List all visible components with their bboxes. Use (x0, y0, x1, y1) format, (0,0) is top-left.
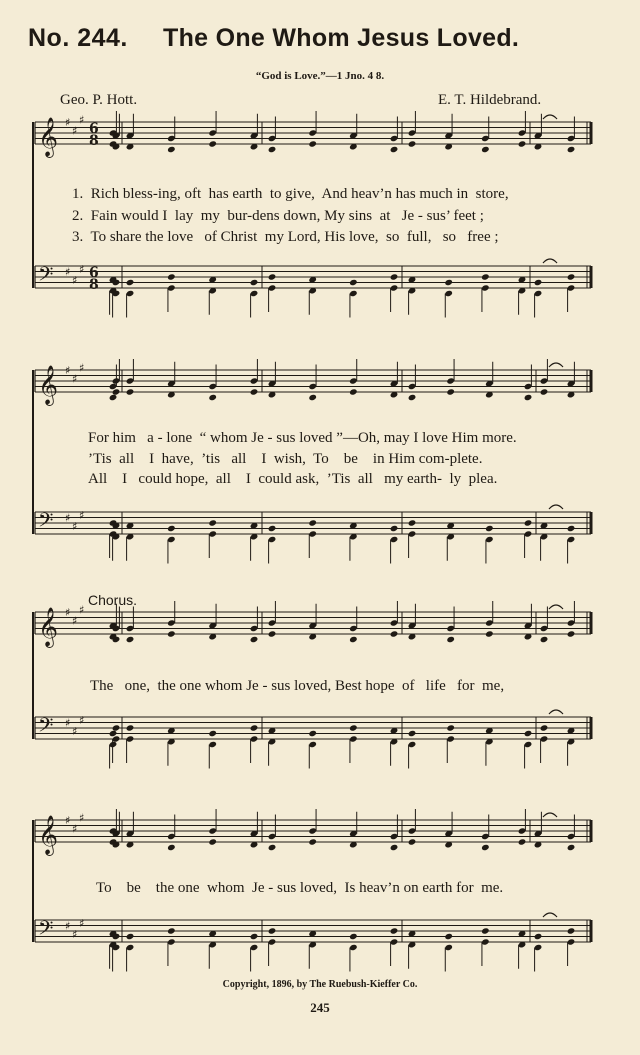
bass-clef-icon: 𝄢 (38, 916, 54, 945)
notehead (518, 838, 527, 845)
notehead (268, 525, 277, 532)
notehead (390, 525, 399, 532)
notehead (540, 388, 549, 395)
scripture-epigraph: “God is Love.”—1 Jno. 4 8. (255, 70, 385, 82)
notehead (126, 388, 135, 395)
sharp-icon: ♯ (72, 614, 78, 628)
notehead (444, 279, 453, 286)
notehead (534, 279, 543, 286)
notehead (524, 730, 533, 737)
notehead (567, 146, 576, 153)
notehead (390, 927, 399, 934)
notehead (518, 140, 527, 147)
notehead (485, 630, 494, 637)
notehead (390, 273, 399, 280)
notehead (349, 388, 358, 395)
notehead (126, 933, 135, 940)
time-signature-numerator: 6 (89, 265, 99, 281)
sharp-icon: ♯ (72, 519, 78, 533)
notehead (208, 730, 217, 737)
notehead (390, 844, 399, 851)
sharp-icon: ♯ (79, 361, 85, 375)
notehead (308, 140, 317, 147)
treble-clef-icon: 𝄞 (38, 815, 59, 855)
notehead (126, 279, 135, 286)
notehead (567, 927, 576, 934)
fermata-icon (543, 813, 557, 817)
notehead (208, 838, 217, 845)
notehead (408, 838, 417, 845)
sharp-icon: ♯ (65, 919, 71, 933)
notehead (540, 724, 549, 731)
notehead (308, 838, 317, 845)
sharp-icon: ♯ (65, 511, 71, 525)
lyric-verse-3-line-1: 3. To share the love of Christ my Lord, His love, so full, so free ; (72, 229, 499, 245)
sharp-icon: ♯ (65, 364, 71, 377)
notehead (446, 724, 455, 731)
notehead (390, 146, 399, 153)
notehead (444, 933, 453, 940)
notehead (349, 933, 358, 940)
bass-clef-icon: 𝄢 (38, 508, 54, 537)
notehead (268, 146, 277, 153)
sharp-icon: ♯ (79, 713, 85, 727)
sharp-icon: ♯ (72, 822, 78, 836)
notehead (268, 273, 277, 280)
notehead (250, 279, 259, 286)
notehead (268, 630, 277, 637)
sharp-icon: ♯ (65, 716, 71, 730)
sharp-icon: ♯ (65, 265, 71, 279)
notehead (524, 519, 533, 526)
time-signature-denominator: 8 (89, 277, 99, 293)
notehead (408, 730, 417, 737)
treble-clef-icon: 𝄞 (38, 365, 59, 405)
notehead (167, 927, 176, 934)
notehead (408, 140, 417, 147)
treble-clef-icon: 𝄞 (38, 117, 59, 157)
sharp-icon: ♯ (65, 606, 71, 619)
sharp-icon: ♯ (79, 603, 85, 617)
chorus-label: Chorus. (88, 592, 138, 608)
lyric-verse-3-line-2: All I could hope, all I could ask, ’Tis all my earth- ly plea. (88, 471, 498, 487)
notehead (208, 140, 217, 147)
notehead (167, 844, 176, 851)
sharp-icon: ♯ (79, 916, 85, 930)
composer-credit: E. T. Hildebrand. (438, 92, 542, 108)
notehead (524, 394, 533, 401)
notehead (481, 927, 490, 934)
notehead (250, 724, 259, 731)
lyric-chorus-line-1: The one, the one whom Je - sus loved, Best hope of life for me, (90, 678, 505, 694)
notehead (250, 933, 259, 940)
notehead (109, 394, 118, 401)
notehead (250, 388, 259, 395)
notehead (308, 394, 317, 401)
notehead (126, 636, 135, 643)
sharp-icon: ♯ (79, 811, 85, 825)
sharp-icon: ♯ (79, 113, 85, 127)
notehead (567, 844, 576, 851)
notehead (167, 630, 176, 637)
bass-clef-icon: 𝄢 (38, 713, 54, 742)
notehead (567, 630, 576, 637)
fermata-icon (549, 605, 563, 609)
lyric-verse-2-line-1: 2. Fain would I lay my bur-dens down, My sins at Je - sus’ feet ; (72, 208, 484, 224)
notehead (167, 146, 176, 153)
notehead (481, 844, 490, 851)
hymn-title: The One Whom Jesus Loved. (163, 24, 520, 52)
notehead (540, 636, 549, 643)
copyright-notice: Copyright, 1896, by The Ruebush-Kieffer Co. (222, 979, 418, 990)
page-number: 245 (310, 1000, 330, 1015)
notehead (446, 388, 455, 395)
sharp-icon: ♯ (65, 116, 71, 129)
sharp-icon: ♯ (65, 814, 71, 827)
sharp-icon: ♯ (72, 927, 78, 941)
notehead (408, 519, 417, 526)
notehead (308, 730, 317, 737)
notehead (268, 927, 277, 934)
notehead (208, 519, 217, 526)
treble-clef-icon: 𝄞 (38, 607, 59, 647)
fermata-icon (549, 505, 563, 509)
notehead (349, 724, 358, 731)
notehead (567, 525, 576, 532)
fermata-icon (549, 363, 563, 367)
sharp-icon: ♯ (79, 262, 85, 276)
sharp-icon: ♯ (72, 273, 78, 287)
sharp-icon: ♯ (72, 124, 78, 138)
notehead (481, 273, 490, 280)
sharp-icon: ♯ (72, 372, 78, 386)
notehead (567, 273, 576, 280)
notehead (167, 525, 176, 532)
time-signature-numerator: 6 (89, 121, 99, 137)
notehead (112, 388, 121, 395)
lyric-verse-1-line-2: For him a - lone “ whom Je - sus loved ”—Oh, may I love Him more. (88, 430, 517, 446)
sharp-icon: ♯ (72, 724, 78, 738)
notehead (112, 724, 121, 731)
notehead (208, 394, 217, 401)
notehead (250, 636, 259, 643)
fermata-icon (549, 710, 563, 714)
notehead (481, 146, 490, 153)
notehead (446, 636, 455, 643)
lyric-chorus-line-2: To be the one whom Je - sus loved, Is heav’n on earth for me. (96, 880, 504, 896)
notehead (126, 724, 135, 731)
notehead (109, 730, 118, 737)
notehead (534, 933, 543, 940)
notehead (485, 525, 494, 532)
time-signature-denominator: 8 (89, 133, 99, 149)
notehead (167, 273, 176, 280)
notehead (308, 519, 317, 526)
fermata-icon (543, 115, 557, 119)
fermata-icon (543, 259, 557, 263)
sharp-icon: ♯ (79, 508, 85, 522)
lyricist-credit: Geo. P. Hott. (60, 92, 138, 108)
bass-clef-icon: 𝄢 (38, 262, 54, 291)
lyric-verse-1-line-1: 1. Rich bless-ing, oft has earth to give, And heav’n has much in store, (72, 186, 509, 202)
notehead (349, 636, 358, 643)
notehead (349, 279, 358, 286)
fermata-icon (543, 913, 557, 917)
notehead (268, 844, 277, 851)
notehead (390, 630, 399, 637)
hymn-number: No. 244. (28, 24, 128, 52)
notehead (408, 394, 417, 401)
lyric-verse-2-line-2: ’Tis all I have, ’tis all I wish, To be in Him com-plete. (88, 451, 483, 467)
